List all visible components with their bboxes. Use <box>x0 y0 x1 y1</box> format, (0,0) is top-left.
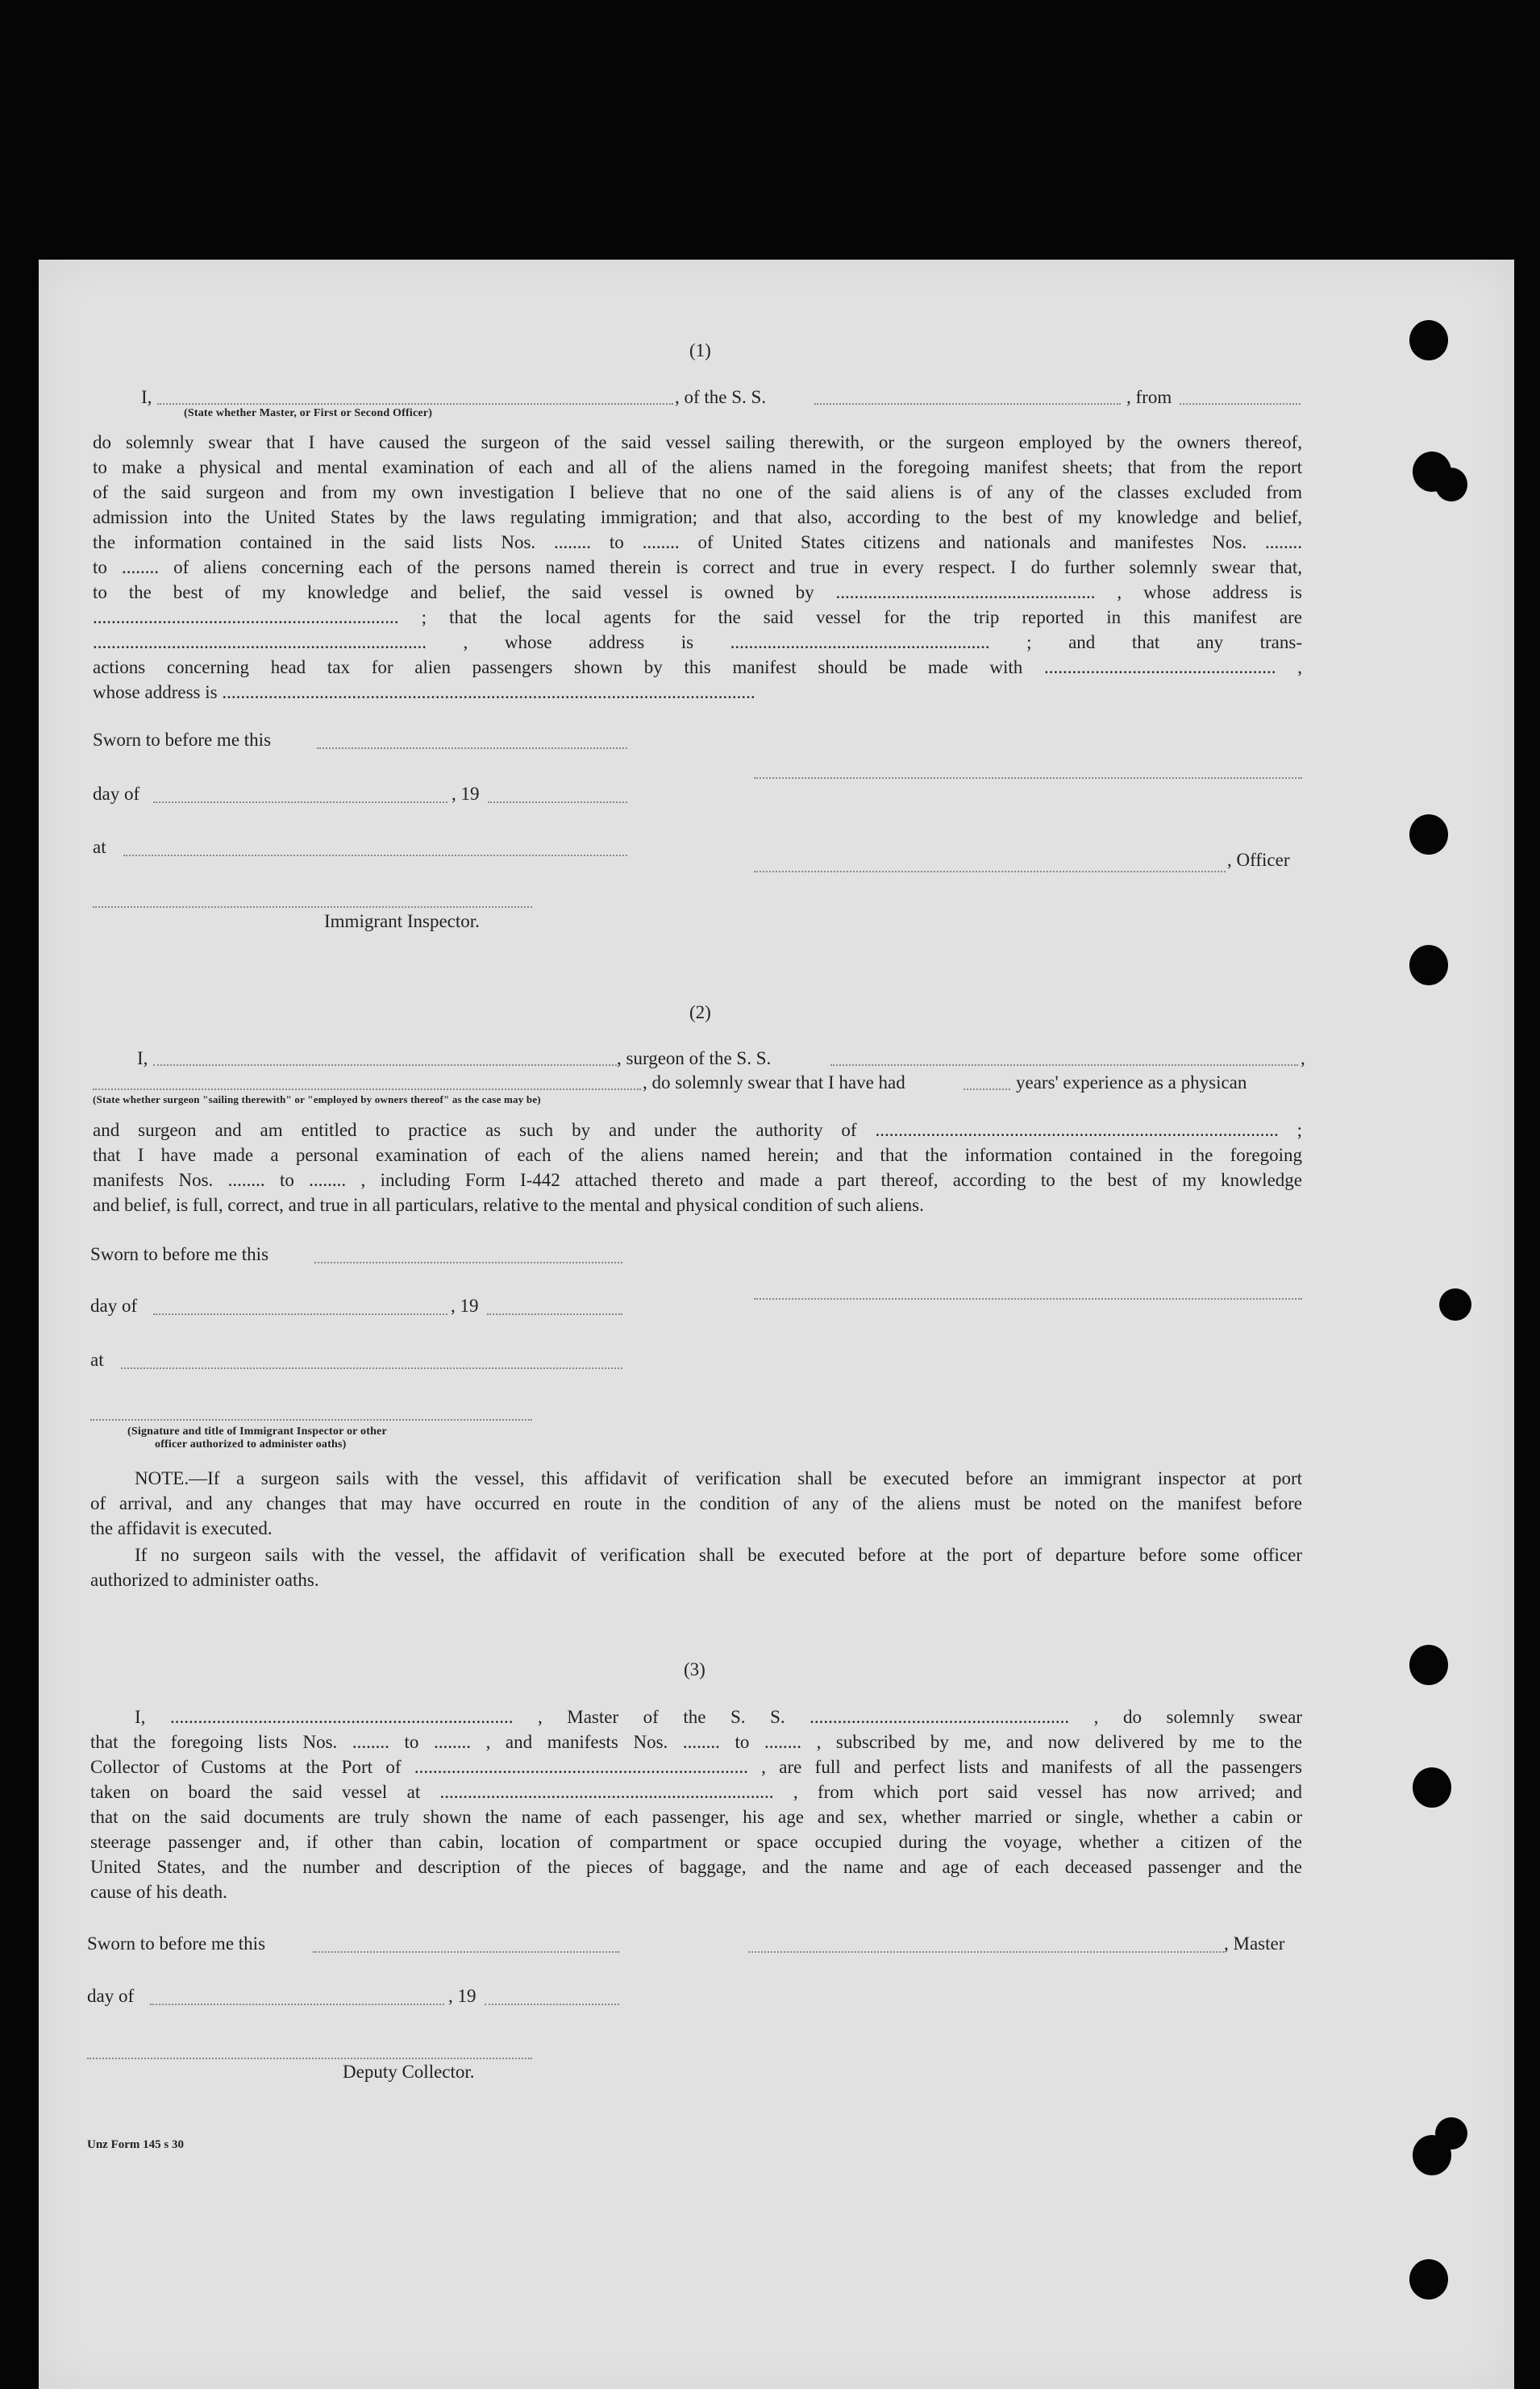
paragraph-line: manifests Nos. ........ to ........ , including Form I-442 attached thereto and made a part thereof, according to the best of my knowledge <box>93 1170 1302 1190</box>
paragraph-line: .................................................................. ; that the local agents for the said vessel for the trip reported in this manifest are <box>93 607 1302 627</box>
officer-signature-field[interactable] <box>754 869 1226 872</box>
sworn-day-field[interactable] <box>313 1950 619 1953</box>
year-field[interactable] <box>488 800 627 803</box>
surgeon-ship-field[interactable] <box>830 1063 1298 1066</box>
sworn-label: Sworn to before me this <box>90 1244 269 1264</box>
paragraph-line: steerage passenger and, if other than cabin, location of compartment or space occupied during the voyage, whether a citizen of the <box>90 1832 1302 1852</box>
day-of-field[interactable] <box>153 1312 447 1315</box>
note-line: of arrival, and any changes that may have occurred en route in the condition of any of the aliens must be noted on the manifest before <box>90 1493 1302 1513</box>
section-3-paragraph <box>90 1704 1302 1904</box>
sworn-day-field[interactable] <box>314 1260 622 1263</box>
binder-hole <box>1435 468 1467 502</box>
comma: , <box>1301 1048 1305 1068</box>
paragraph-line: whose address is ................................................................................................................... <box>93 682 755 702</box>
paragraph-line: United States, and the number and description of the pieces of baggage, and the name and age of each deceased passenger and the <box>90 1857 1302 1877</box>
day-line-2 <box>90 1296 1300 1317</box>
day-of-label: day of <box>93 784 140 804</box>
day-of-label: day of <box>90 1296 138 1316</box>
day-line-3 <box>87 1986 1297 2007</box>
day-line-1 <box>93 784 1302 805</box>
year-19-label: , 19 <box>452 784 480 804</box>
binder-hole <box>1413 1767 1451 1808</box>
note-line: NOTE.—If a surgeon sails with the vessel, this affidavit of verification shall be executed before an immigrant inspector at port <box>135 1468 1302 1488</box>
master-name-field[interactable] <box>157 402 673 405</box>
binder-hole <box>1409 2259 1448 2300</box>
binder-hole <box>1409 945 1448 985</box>
years-field[interactable] <box>964 1087 1010 1090</box>
section-2-number: (2) <box>689 1002 711 1022</box>
master-signature-field[interactable] <box>748 1950 1224 1953</box>
paragraph-line: actions concerning head tax for alien passengers shown by this manifest should be made with .................................................. , <box>93 657 1302 677</box>
master-label: , Master <box>1224 1933 1285 1954</box>
paragraph-line: Collector of Customs at the Port of ........................................................................ , are full and perfect lists and manifests of all the passengers <box>90 1757 1302 1777</box>
signature-note-2: officer authorized to administer oaths) <box>155 1438 347 1450</box>
at-place-field[interactable] <box>123 853 627 856</box>
binder-hole <box>1409 320 1448 360</box>
from-port-field[interactable] <box>1180 402 1301 405</box>
surgeon-of-label: , surgeon of the S. S. <box>617 1048 772 1068</box>
paragraph-line: to ........ of aliens concerning each of the persons named therein is correct and true in every respect. I do further solemnly swear that, <box>93 557 1302 577</box>
paragraph-line: ........................................................................ , whose address is ........................................................ ; and that any trans- <box>93 632 1302 652</box>
note-paragraph <box>90 1466 1302 1592</box>
paragraph-line: taken on board the said vessel at ........................................................................ , from which port said vessel has now arrived; and <box>90 1782 1302 1802</box>
at-line-2 <box>90 1350 1300 1371</box>
note-line: authorized to administer oaths. <box>90 1570 319 1590</box>
paragraph-line: of the said surgeon and from my own investigation I believe that no one of the said aliens is of any of the classes excluded from <box>93 482 1302 502</box>
paragraph-line: admission into the United States by the laws regulating immigration; and that also, according to the best of my knowledge and belief, <box>93 507 1302 527</box>
paragraph-line: and surgeon and am entitled to practice as such by and under the authority of ....................................................................................... ; <box>93 1120 1302 1140</box>
at-place-field[interactable] <box>121 1366 622 1369</box>
of-the-ss-label: , of the S. S. <box>675 387 767 407</box>
immigrant-inspector-label: Immigrant Inspector. <box>324 911 480 931</box>
paragraph-line: that on the said documents are truly shown the name of each passenger, his age and sex, whether married or single, whether a cabin or <box>90 1807 1302 1827</box>
deputy-collector-signature-field[interactable] <box>87 2056 532 2059</box>
section-1-i: I, <box>141 387 152 407</box>
section-1-state-note: (State whether Master, or First or Second Officer) <box>184 407 433 419</box>
sworn-line-1 <box>93 730 1302 751</box>
inspector-signature-field[interactable] <box>93 905 532 908</box>
deputy-collector-label: Deputy Collector. <box>343 2062 475 2082</box>
paragraph-line: I, .......................................................................... , Master of the S. S. ........................................................ , do solemnly swear <box>135 1707 1302 1727</box>
do-solemnly-swear-label: , do solemnly swear that I have had <box>643 1072 905 1093</box>
year-field[interactable] <box>487 1312 622 1315</box>
paragraph-line: the information contained in the said lists Nos. ........ to ........ of United States citizens and nationals and manifestes Nos. ........ <box>93 532 1302 552</box>
paragraph-line: that the foregoing lists Nos. ........ to ........ , and manifests Nos. ........ to ........ , subscribed by me, and now delivered by me to the <box>90 1732 1302 1752</box>
years-experience-label: years' experience as a physican <box>1016 1072 1247 1093</box>
section-2-state-note: (State whether surgeon "sailing therewith" or "employed by owners thereof" as the case may be) <box>93 1093 541 1105</box>
day-of-label: day of <box>87 1986 135 2006</box>
sworn-line-2 <box>90 1244 1300 1265</box>
officer-label: , Officer <box>1227 850 1290 870</box>
section-1-number: (1) <box>689 340 711 360</box>
binder-hole <box>1439 1288 1471 1321</box>
section-1-paragraph <box>93 430 1302 705</box>
binder-hole <box>1409 1645 1448 1685</box>
paragraph-line: to make a physical and mental examination of each and all of the aliens named in the foregoing manifest sheets; that from the report <box>93 457 1302 477</box>
from-label: , from <box>1126 387 1172 407</box>
at-label: at <box>93 837 106 857</box>
note-line: If no surgeon sails with the vessel, the affidavit of verification shall be executed before at the port of departure before some officer <box>135 1545 1302 1565</box>
binder-hole <box>1435 2117 1467 2150</box>
year-field[interactable] <box>485 2002 619 2005</box>
signature-note-1: (Signature and title of Immigrant Inspector or other <box>127 1425 387 1438</box>
day-of-field[interactable] <box>150 2002 444 2005</box>
section-2-paragraph <box>93 1118 1302 1217</box>
sworn-day-field[interactable] <box>317 746 627 749</box>
paragraph-line: do solemnly swear that I have caused the surgeon of the said vessel sailing therewith, or the surgeon employed by the owners thereof, <box>93 432 1302 452</box>
at-label: at <box>90 1350 104 1370</box>
inspector-signature-field[interactable] <box>90 1417 532 1421</box>
note-line: the affidavit is executed. <box>90 1518 273 1538</box>
form-identifier: Unz Form 145 s 30 <box>87 2138 184 2151</box>
paragraph-line: and belief, is full, correct, and true in all particulars, relative to the mental and physical condition of such aliens. <box>93 1195 924 1215</box>
at-line-1 <box>93 837 1302 858</box>
ship-name-field[interactable] <box>814 402 1121 405</box>
section-3-number: (3) <box>684 1659 705 1679</box>
paragraph-line: to the best of my knowledge and belief, the said vessel is owned by ........................................................ , whose address is <box>93 582 1302 602</box>
day-of-field[interactable] <box>153 800 447 803</box>
binder-hole <box>1409 814 1448 855</box>
surgeon-status-field[interactable] <box>93 1087 641 1090</box>
year-19-label: , 19 <box>448 1986 477 2006</box>
section-2-i: I, <box>137 1048 148 1068</box>
year-19-label: , 19 <box>451 1296 479 1316</box>
officer-signature-top-field[interactable] <box>754 776 1302 779</box>
paragraph-line: that I have made a personal examination of each of the aliens named herein; and that the information contained in the foregoing <box>93 1145 1302 1165</box>
surgeon-name-field[interactable] <box>153 1063 617 1066</box>
sworn-label: Sworn to before me this <box>93 730 272 750</box>
paragraph-line: cause of his death. <box>90 1882 227 1902</box>
sworn-label: Sworn to before me this <box>87 1933 266 1954</box>
